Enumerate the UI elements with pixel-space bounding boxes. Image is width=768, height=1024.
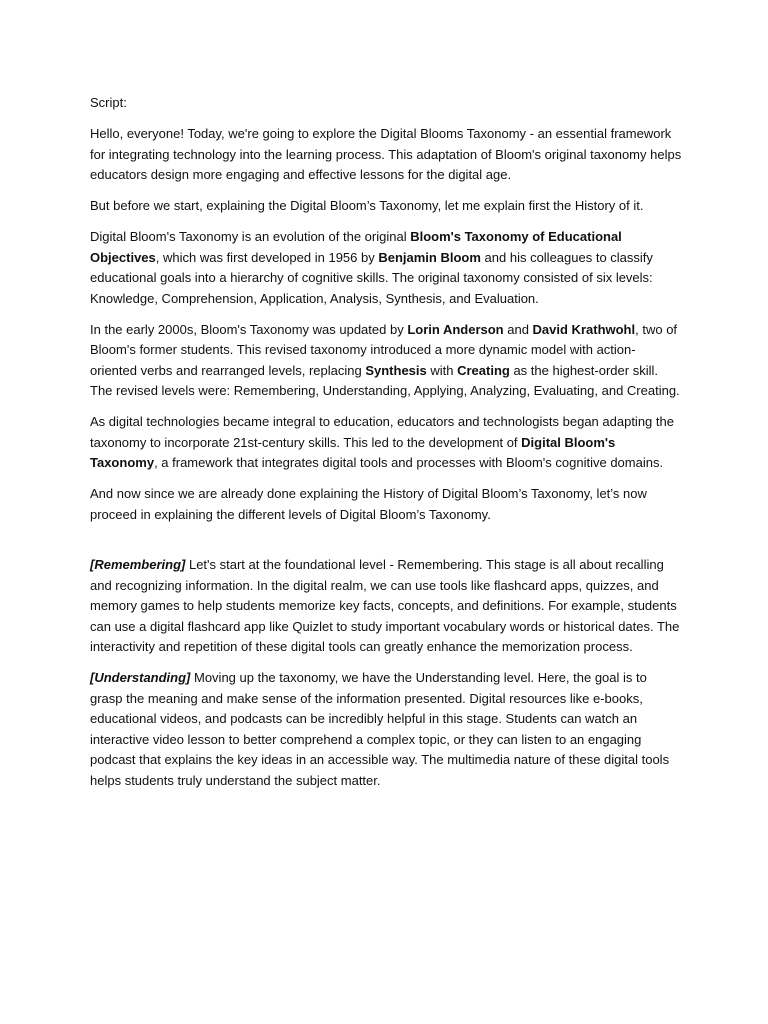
text-run: And now since we are already done explaining the History of Digital Bloom’s Taxonomy, let’s now proceed in explaining the different levels of Digital Bloom’s Taxonomy. [90,486,647,522]
text-run: , which was first developed in 1956 by [155,249,379,265]
text-run: In the early 2000s, Bloom's Taxonomy was updated by [90,321,408,337]
text-run: Digital Bloom's Taxonomy is an evolution of the original [90,229,411,244]
levels-transition-paragraph [90,484,682,525]
original-taxonomy-paragraph [90,227,682,309]
history-transition-paragraph [90,196,682,217]
text-run: , two of Bloom's former students. This revised taxonomy introduced a more dynamic model with action-oriented verbs and rearranged levels, replacing [90,321,678,378]
text-run: with [426,362,458,378]
remembering-paragraph [90,555,682,658]
bold-term: David Krathwohl [532,321,636,337]
digital-taxonomy-paragraph [90,412,682,474]
text-run: as the highest-order skill. The revised levels were: Remembering, Understanding, Applying, Analyzing, Evaluating, and Creating. [90,362,680,398]
text-run: Moving up the taxonomy, we have the Understanding level. Here, the goal is to grasp the meaning and make sense of the information presented. Digital resources like e-books, educational videos, and podcasts can be incredibly helpful in this stage. Students can watch an interactive video lesson to better comprehend a complex topic, or they can listen to an engaging podcast that explains the key ideas in an accessible way. The multimedia nature of these digital tools helps students truly understand the subject matter. [90,670,670,788]
text-run: As digital technologies became integral to education, educators and technologists began adapting the taxonomy to incorporate 21st-century skills. This led to the development of [90,414,674,450]
text-run: But before we start, explaining the Digital Bloom’s Taxonomy, let me explain first the History of it. [90,198,644,213]
text-run: Let's start at the foundational level - Remembering. This stage is all about recalling and recognizing information. In the digital realm, we can use tools like flashcard apps, quizzes, and memory games to help students memorize key facts, concepts, and definitions. For example, students can use a digital flashcard app like Quizlet to study important vocabulary words or historical dates. The interactivity and repetition of these digital tools can greatly enhance the memorization process. [90,557,680,654]
bold-term: Bloom's Taxonomy of Educational Objectives [90,229,622,265]
text-run: , a framework that integrates digital tools and processes with Bloom's cognitive domains. [154,455,664,470]
bold-term: Digital Bloom's Taxonomy [90,434,616,470]
script-heading: Script: [90,95,127,110]
text-run: Hello, everyone! Today, we're going to explore the Digital Blooms Taxonomy - an essential framework for integrating technology into the learning process. This adaptation of Bloom's original taxonomy helps educators design more engaging and effective lessons for the digital age. [90,126,682,182]
bold-term: Creating [457,362,510,378]
revised-taxonomy-paragraph [90,320,682,402]
text-run: and [503,321,533,337]
bold-term: Benjamin Bloom [378,249,481,265]
document-page [90,93,682,802]
bold-term: Synthesis [365,362,427,378]
level-label-understanding: [Understanding] [90,670,191,685]
understanding-paragraph [90,668,682,791]
intro-paragraph [90,124,682,186]
bold-term: Lorin Anderson [407,321,504,337]
text-run: and his colleagues to classify educational goals into a hierarchy of cognitive skills. The original taxonomy consisted of six levels: Knowledge, Comprehension, Application, Analysis, Synthesis, and Evaluation. [90,249,653,306]
level-label-remembering: [Remembering] [90,557,186,572]
